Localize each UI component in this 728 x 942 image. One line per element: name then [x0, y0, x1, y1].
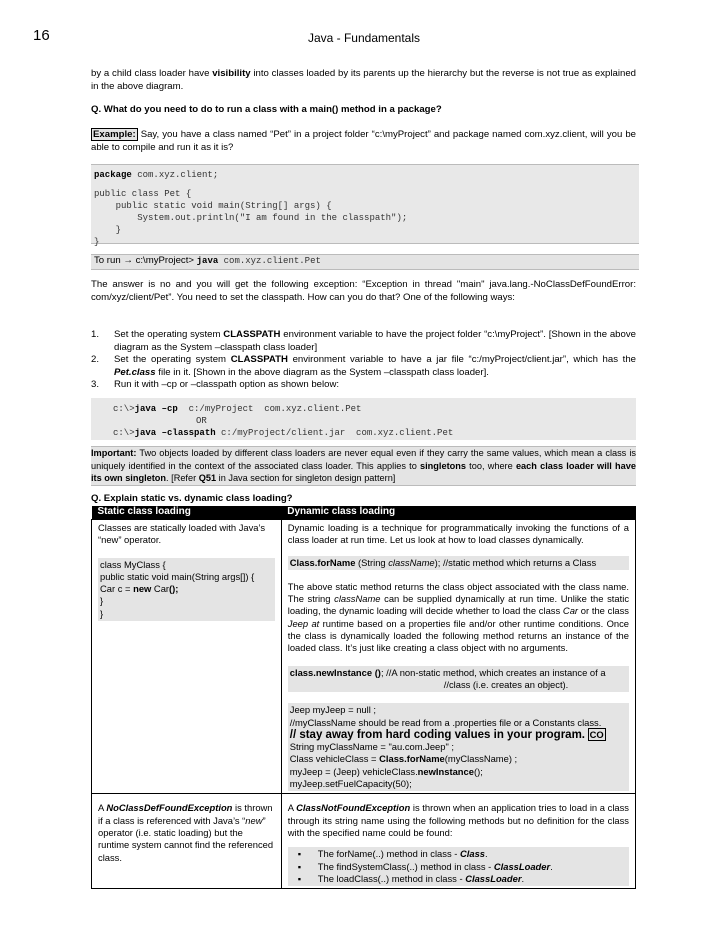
code-keyword: Class.forName [379, 753, 445, 765]
step-text: Set the operating system [114, 329, 224, 340]
code-line: class MyClass { [100, 558, 166, 570]
dynamic-cell [281, 520, 635, 794]
important-bold: Q51 [198, 473, 217, 484]
code-keyword: new [133, 583, 152, 595]
important-text: . [Refer [166, 473, 199, 484]
to-run-class: com.xyz.client.Pet [218, 256, 321, 266]
bullet-text: . [550, 860, 553, 872]
forname-signature [288, 556, 629, 570]
answer-paragraph: The answer is no and you will get the following exception: “Exception in thread "main" java.lang.-NoClassDefFoundError: com/xyz/client/Pet”. You need to set the classpath. How can you do that? One of the following ways: [91, 279, 636, 303]
step-text: environment variable to have a jar file “c:/myProject/client.jar”, which has the [287, 354, 636, 366]
cmd-prompt: c:\> [113, 428, 135, 438]
step-3 [91, 379, 636, 392]
step-italic: Pet.class [114, 366, 156, 378]
code-keyword: package [94, 170, 132, 180]
ncdf-exception: NoClassDefFoundException [106, 802, 233, 814]
noclassdef-cell [92, 794, 282, 889]
code-comment: // stay away from hard coding values in your program. [289, 728, 585, 741]
step-bold: CLASSPATH [230, 354, 288, 366]
to-run-text: To run → c:\myProject> [94, 255, 197, 266]
bullet-item [298, 873, 627, 885]
bullet-item [298, 861, 627, 873]
question-run-main: Q. What do you need to do to run a class with a main() method in a package? [91, 104, 442, 115]
step-bold: CLASSPATH [223, 329, 281, 340]
to-run-line [91, 254, 639, 270]
code-line: public static void main(String args[]) { [100, 570, 255, 582]
intro-text-end: into classes loaded by its parents up the hierarchy but the reverse is not true as explained in the above diagram. [91, 68, 636, 92]
ncdf-text: A [98, 802, 107, 814]
header-dynamic: Dynamic class loading [281, 506, 635, 520]
code-line: } [100, 607, 104, 619]
dynamic-text: can be supplied dynamically at run time. Unlike the static loading, the dynamic loading will decide whether to load the class [287, 593, 630, 617]
bullet-text: The findSystemClass(..) method in class - [317, 860, 494, 872]
code-line: } [100, 595, 104, 607]
bullet-text: The loadClass(..) method in class - [317, 872, 466, 884]
method-text: ; //A non-static method, which creates an instance of a [380, 666, 606, 678]
important-text: in Java section for singleton design pattern] [216, 473, 396, 484]
bullet-text: . [521, 872, 525, 884]
page-header-title: Java - Fundamentals [307, 31, 421, 45]
code-block-pet [91, 164, 639, 247]
method-name: class.newInstance () [289, 666, 381, 678]
page-number: 16 [33, 27, 50, 44]
method-text: (String [355, 556, 389, 568]
question-static-dynamic: Q. Explain static vs. dynamic class loading? [91, 493, 293, 504]
step-text: Set the operating system [114, 354, 231, 366]
code-line: Class vehicleClass = [289, 753, 380, 765]
ncdf-text: ” operator (i.e. static loading) but the runtime system cannot find the referenced class. [98, 814, 274, 863]
bullet-class: ClassLoader [493, 860, 551, 872]
bullet-class: ClassLoader [465, 872, 522, 884]
code-line: public static void main(String[] args) { [94, 201, 332, 211]
code-keyword: (); [169, 583, 179, 595]
dynamic-text: or the class [578, 605, 629, 617]
dynamic-text: The above static method returns the class object associated with the class name. The string [287, 580, 629, 605]
intro-paragraph [91, 68, 636, 93]
example-text: Say, you have a class named “Pet” in a project folder “c:\myProject” and package named com.xyz.client, will you be able to compile and run it as it is? [91, 129, 636, 153]
cmd-prompt: c:\> [113, 404, 135, 414]
step-text: Run it with –cp or –classpath option as shown below: [114, 379, 340, 391]
dynamic-desc: Dynamic loading is a technique for programmatically invoking the functions of a class loader at run time. Let us look at how to load classes dynamically. [287, 522, 629, 546]
method-param: className [388, 556, 435, 568]
example-label: Example: [93, 129, 136, 140]
step-2 [91, 354, 636, 379]
method-text: ); //static method which returns a Class [434, 556, 597, 568]
cmd-or: OR [196, 416, 207, 426]
newinstance-signature [288, 666, 629, 693]
code-line: //myClassName should be read from a .properties file or a Constants class. [289, 716, 602, 728]
classnotfound-cell [281, 794, 635, 889]
important-label: Important: [91, 448, 137, 458]
dynamic-italic: className [334, 593, 381, 605]
dynamic-italic: Car [562, 605, 579, 617]
ncdf-italic: new [245, 814, 263, 826]
dynamic-text: runtime based on a properties file and/or other runtime conditions. Once the class is dynamically loaded the following method returns an instance of the loaded class. It’s just like creating a class object with no arguments. [287, 617, 629, 654]
co-badge: CO [589, 728, 604, 740]
code-line: Car [151, 583, 170, 595]
code-line: Car c = [100, 583, 134, 595]
code-line: (); [473, 765, 483, 777]
code-keyword: newInstance [417, 765, 474, 777]
header-static: Static class loading [92, 506, 282, 520]
step-text: file in it. [Shown in the above diagram as the System –classpath class loader]. [155, 366, 489, 378]
static-desc: Classes are statically loaded with Java’s “new” operator. [98, 522, 266, 546]
method-bullets [288, 847, 629, 886]
code-line: public class Pet { [94, 189, 192, 199]
code-line: Jeep myJeep = null ; [289, 704, 376, 716]
important-note [91, 446, 636, 486]
example-paragraph [91, 129, 636, 154]
dynamic-explanation [288, 581, 629, 655]
static-code [98, 558, 275, 621]
code-line: String myClassName = "au.com.Jeep" ; [289, 741, 455, 753]
step-1 [91, 329, 636, 354]
code-line: } [94, 225, 122, 235]
bullet-text: The forName(..) method in class - [317, 848, 460, 860]
cmd-args: c:/myProject/client.jar com.xyz.client.Pet [215, 428, 454, 438]
step-number: 1. [91, 329, 100, 340]
method-text: //class (i.e. creates an object). [443, 678, 569, 690]
method-name: Class.forName [289, 556, 356, 568]
ncdf-text: is thrown if a class is referenced with Java’s “ [98, 802, 273, 826]
bullet-item [298, 848, 627, 860]
code-line: com.xyz.client; [131, 170, 219, 180]
important-text: Two objects loaded by different class loaders are never equal even if they carry the same values, which mean a class is uniquely identified in the context of the associated class loader. This applies to [91, 448, 636, 471]
code-line: myJeep = (Jeep) vehicleClass. [289, 765, 418, 777]
dynamic-code [288, 703, 629, 791]
static-vs-dynamic-table [91, 506, 636, 889]
intro-text: by a child class loader have [91, 68, 213, 79]
step-number: 2. [91, 354, 100, 366]
static-cell [92, 520, 282, 794]
cmd-args: c:/myProject com.xyz.client.Pet [177, 404, 362, 414]
code-line: (myClassName) ; [444, 753, 518, 765]
bullet-class: Class [459, 848, 486, 860]
cnf-text: is thrown when an application tries to load in a class through its string name using the following methods but no definition for the class with the specified name could be found: [287, 802, 629, 838]
important-bold: singletons [420, 460, 466, 471]
steps-list [91, 329, 636, 392]
cmd-command: java –cp [134, 404, 178, 414]
important-bold: each class loader will have its own singleton [91, 460, 636, 484]
cmd-block [91, 398, 636, 440]
code-line: } [94, 237, 100, 247]
to-run-cmd: java [196, 256, 219, 266]
dynamic-italic: Jeep at [287, 617, 320, 629]
important-text: too, where [465, 460, 516, 471]
step-number: 3. [91, 379, 100, 391]
code-line: myJeep.setFuelCapacity(50); [289, 778, 412, 790]
cmd-command: java –classpath [134, 428, 216, 438]
bullet-text: . [485, 848, 488, 860]
step-text: environment variable to have the project folder “c:\myProject”. [Shown in the above diagram as the System –classpath class loader] [114, 329, 636, 353]
intro-bold: visibility [212, 68, 251, 79]
cnf-text: A [287, 802, 297, 814]
code-line: System.out.println("I am found in the classpath"); [94, 213, 408, 223]
cnf-exception: ClassNotFoundException [296, 802, 411, 814]
